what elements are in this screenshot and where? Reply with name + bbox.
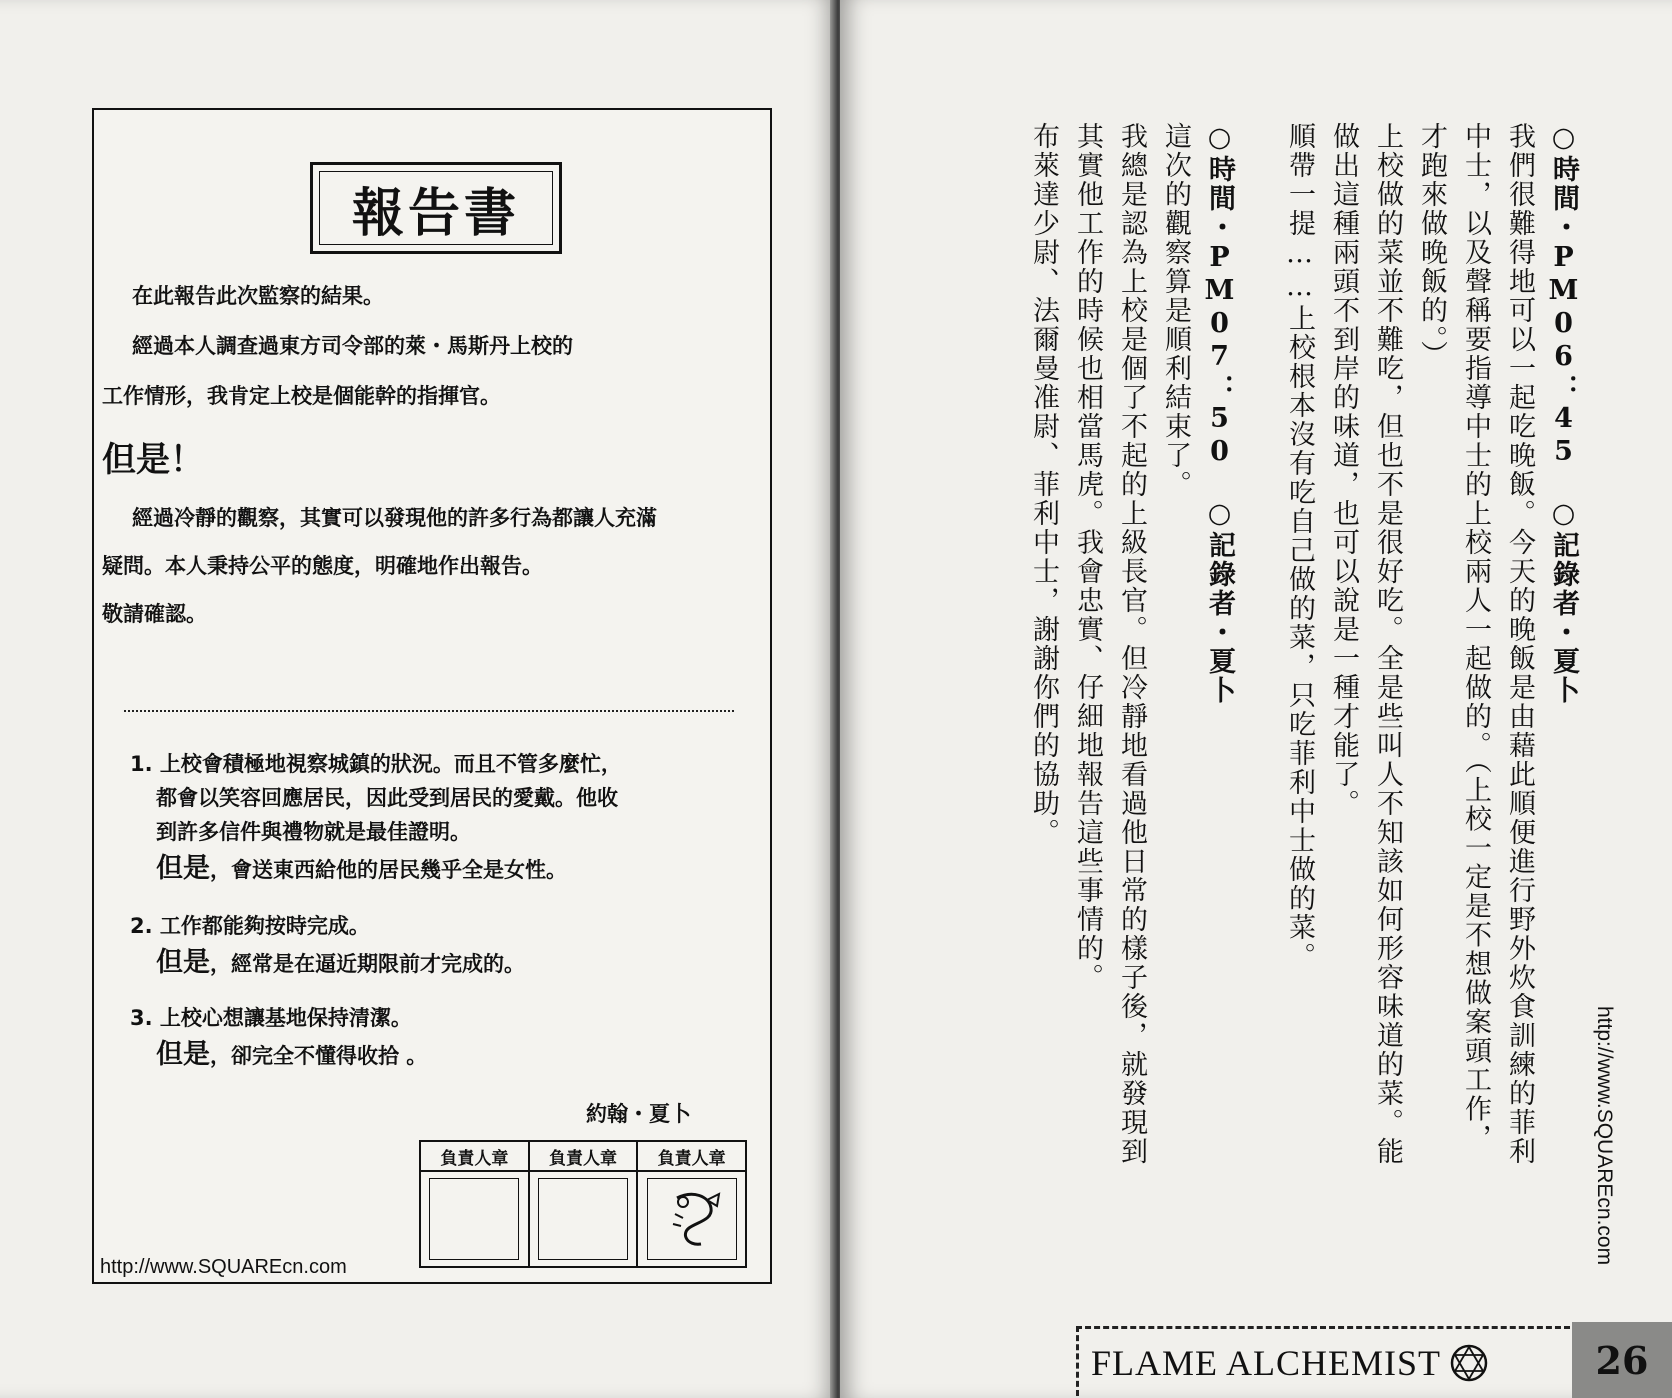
stamp-cell-3 — [638, 1142, 745, 1266]
item-3-but-text: ，卻完全不懂得收拾 。 — [210, 1044, 428, 1068]
stamp-slot-empty — [429, 1178, 519, 1260]
page-number: 26 — [1595, 1337, 1649, 1383]
page-number-box — [1572, 1322, 1672, 1398]
footer-bar — [1076, 1326, 1570, 1396]
stamp-slot-signed — [647, 1178, 737, 1260]
log-text-column: 順帶一提……上校根本沒有吃自己做的菜，只吃菲利中士做的菜。 — [1284, 122, 1315, 971]
item-3-line-1: 3. 上校心想讓基地保持清潔。 — [130, 1006, 412, 1030]
log-text-column: 這次的觀察算是順利結束了。 — [1160, 122, 1191, 499]
stamp-table — [419, 1140, 747, 1268]
dotted-separator — [124, 710, 734, 712]
stamp-slot-empty — [538, 1178, 628, 1260]
report-box — [92, 108, 772, 1284]
log-text-column: 我們很難得地可以一起吃晚飯。今天的晚飯是由藉此順便進行野外炊食訓練的菲利 — [1504, 122, 1535, 1166]
log-text-column: 上校做的菜並不難吃，但也不是很好吃。全是些叫人不知該如何形容味道的菜。能 — [1372, 122, 1403, 1166]
log-entry-2-header: ○時間・PM07：50 ○記錄者・夏卜 — [1204, 122, 1235, 705]
stamp-header-1: 負責人章 — [421, 1142, 528, 1172]
item-1-but-text: ，會送東西給他的居民幾乎全是女性。 — [210, 858, 567, 882]
stamp-header-3: 負責人章 — [638, 1142, 745, 1172]
log-text-column: 才跑來做晚飯的。） — [1416, 122, 1447, 370]
log-text-column: 其實他工作的時候也相當馬虎。我會忠實、仔細地報告這些事情的。 — [1072, 122, 1103, 992]
log-text-column: 做出這種兩頭不到岸的味道，也可以說是一種才能了。 — [1328, 122, 1359, 818]
report-para2-line2: 疑問。本人秉持公平的態度，明確地作出報告。 — [102, 554, 543, 578]
item-2-but-text: ，經常是在逼近期限前才完成的。 — [210, 952, 525, 976]
report-para1-line2: 工作情形，我肯定上校是個能幹的指揮官。 — [102, 384, 501, 408]
item-1-line-3: 到許多信件與禮物就是最佳證明。 — [156, 820, 471, 844]
flamel-emblem-icon — [1449, 1343, 1489, 1383]
stamp-cell-2 — [530, 1142, 639, 1266]
log-entry-1-header: ○時間・PM06：45 ○記錄者・夏卜 — [1548, 122, 1579, 705]
item-3-but-line — [156, 1032, 427, 1071]
item-2-but-line — [156, 940, 525, 979]
stamp-header-2: 負責人章 — [530, 1142, 637, 1172]
report-but-heading: 但是！ — [102, 440, 204, 480]
item-1-but: 但是 — [156, 853, 210, 884]
item-1-line-1: 1. 上校會積極地視察城鎮的狀況。而且不管多麼忙， — [130, 752, 622, 776]
item-1-line-2: 都會以笑容回應居民，因此受到居民的愛戴。他收 — [156, 786, 618, 810]
report-title-frame — [310, 162, 562, 254]
item-2-but: 但是 — [156, 947, 210, 978]
dragon-stamp-icon — [657, 1184, 727, 1254]
report-para2-line3: 敬請確認。 — [102, 602, 207, 626]
item-3-but: 但是 — [156, 1039, 210, 1070]
stamp-cell-1 — [421, 1142, 530, 1266]
log-text-column: 我總是認為上校是個了不起的上級長官。但冷靜地看過他日常的樣子後，就發現到 — [1116, 122, 1147, 1166]
report-title: 報告書 — [319, 171, 553, 245]
report-para1-line1: 經過本人調查過東方司令部的萊・馬斯丹上校的 — [132, 334, 573, 358]
log-text-column: 中士，以及聲稱要指導中士的上校兩人一起做的。（上校一定是不想做案頭工作， — [1460, 122, 1491, 1153]
item-1-but-line — [156, 846, 567, 885]
watermark-url-right: http://www.SQUAREcn.com — [1593, 1006, 1616, 1266]
report-intro: 在此報告此次監察的結果。 — [132, 284, 384, 308]
report-para2-line1: 經過冷靜的觀察，其實可以發現他的許多行為都讓人充滿 — [132, 506, 657, 530]
item-2-line-1: 2. 工作都能夠按時完成。 — [130, 914, 370, 938]
log-text-column: 布萊達少尉、法爾曼准尉、菲利中士，謝謝你們的協助。 — [1028, 122, 1059, 847]
footer-title: FLAME ALCHEMIST — [1091, 1342, 1442, 1383]
report-signer: 約翰・夏卜 — [586, 1102, 691, 1126]
watermark-url-left: http://www.SQUAREcn.com — [100, 1256, 347, 1278]
